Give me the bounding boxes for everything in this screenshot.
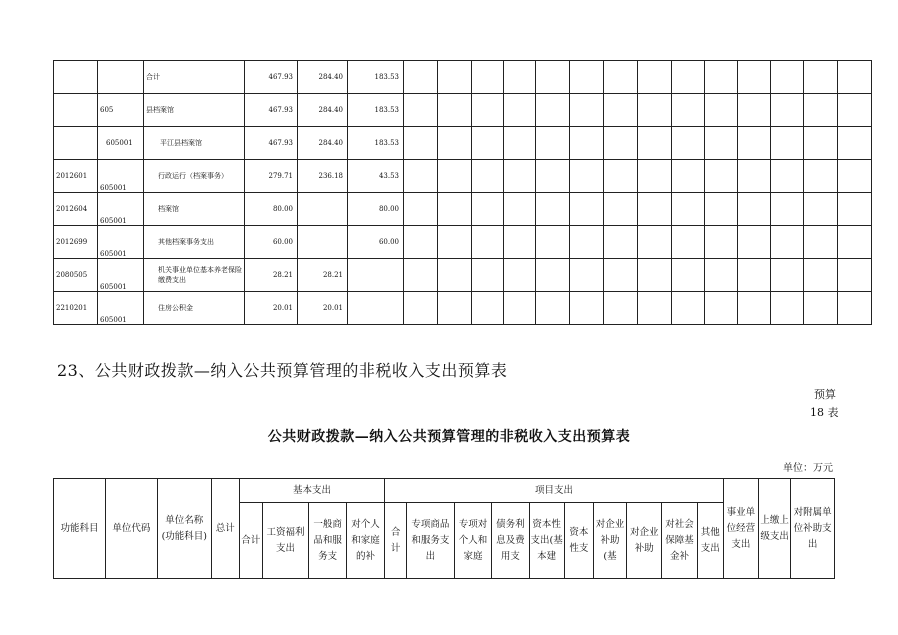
empty-cell: [838, 292, 872, 325]
empty-cell: [705, 127, 738, 160]
name-cell: [144, 160, 245, 193]
unit-code-cell: [98, 61, 144, 94]
empty-cell: [705, 292, 738, 325]
code-cell: [54, 94, 98, 127]
empty-cell: [504, 94, 536, 127]
empty-cell: [672, 226, 705, 259]
empty-cell: [771, 259, 804, 292]
code-cell: [54, 127, 98, 160]
empty-cell: [536, 259, 570, 292]
total-cell: 20.01: [245, 292, 298, 325]
unit-code: 605001: [100, 184, 127, 192]
unit-label: 单位：万元: [783, 463, 833, 474]
empty-cell: [404, 292, 438, 325]
table-row: [54, 61, 872, 94]
total-cell: 60.00: [245, 226, 298, 259]
empty-cell: [438, 226, 472, 259]
table-row: [54, 193, 872, 226]
header-unit-name: 单位名称(功能科目): [157, 479, 211, 579]
empty-cell: [638, 94, 672, 127]
non-tax-budget-header-table: [53, 478, 835, 579]
header-project-col: 对企业补助: [627, 503, 662, 579]
project-cell: [348, 259, 404, 292]
code-cell: [54, 292, 98, 325]
code-cell: [54, 226, 98, 259]
header-project-col: 专项对个人和家庭: [454, 503, 491, 579]
unit-code: 605001: [100, 250, 127, 258]
project-cell: 60.00: [348, 226, 404, 259]
header-project-col: 资本性支出(基本建: [529, 503, 564, 579]
empty-cell: [804, 259, 838, 292]
project-cell: 80.00: [348, 193, 404, 226]
empty-cell: [570, 292, 604, 325]
project-cell: 183.53: [348, 61, 404, 94]
empty-cell: [638, 193, 672, 226]
empty-cell: [472, 61, 504, 94]
empty-cell: [804, 193, 838, 226]
empty-cell: [672, 61, 705, 94]
header-project-col: 债务利息及费用支: [492, 503, 529, 579]
empty-cell: [804, 160, 838, 193]
empty-cell: [604, 127, 638, 160]
empty-cell: [438, 193, 472, 226]
section-title: 23、公共财政拨款—纳入公共预算管理的非税收入支出预算表: [57, 361, 508, 380]
empty-cell: [638, 160, 672, 193]
empty-cell: [638, 292, 672, 325]
budget-detail-table: [53, 60, 872, 325]
empty-cell: [771, 193, 804, 226]
header-biz-expense: 事业单位经营支出: [723, 479, 758, 579]
empty-cell: [536, 193, 570, 226]
header-project-col: 对企业补助(基: [593, 503, 626, 579]
empty-cell: [638, 259, 672, 292]
item-name: 档案馆: [158, 205, 179, 213]
unit-code-cell: [98, 259, 144, 292]
name-cell: 合计: [144, 61, 245, 94]
project-cell: 183.53: [348, 94, 404, 127]
code-cell: [54, 61, 98, 94]
empty-cell: [536, 292, 570, 325]
empty-cell: [638, 127, 672, 160]
empty-cell: [404, 61, 438, 94]
empty-cell: [672, 127, 705, 160]
empty-cell: [838, 226, 872, 259]
func-code: 2080505: [56, 271, 88, 279]
empty-cell: [672, 259, 705, 292]
unit-code-cell: [98, 292, 144, 325]
empty-cell: [472, 193, 504, 226]
total-cell: 467.93: [245, 127, 298, 160]
header-func-code: 功能科目: [54, 479, 106, 579]
empty-cell: [536, 94, 570, 127]
empty-cell: [672, 292, 705, 325]
header-unit-code: 单位代码: [105, 479, 157, 579]
empty-cell: [570, 193, 604, 226]
table-row: [54, 160, 872, 193]
total-cell: 279.71: [245, 160, 298, 193]
empty-cell: [771, 292, 804, 325]
empty-cell: [672, 160, 705, 193]
header-project-col: 资本性支: [564, 503, 593, 579]
empty-cell: [705, 61, 738, 94]
empty-cell: [472, 94, 504, 127]
empty-cell: [738, 193, 771, 226]
unit-code: 605001: [100, 316, 127, 324]
basic-cell: 236.18: [298, 160, 348, 193]
empty-cell: [404, 193, 438, 226]
func-code: 2210201: [56, 304, 88, 312]
empty-cell: [672, 193, 705, 226]
empty-cell: [570, 160, 604, 193]
unit-code: 605001: [100, 283, 127, 291]
empty-cell: [570, 259, 604, 292]
empty-cell: [504, 259, 536, 292]
empty-cell: [804, 292, 838, 325]
empty-cell: [472, 160, 504, 193]
code-cell: [54, 259, 98, 292]
empty-cell: [536, 61, 570, 94]
func-code: 2012699: [56, 238, 88, 246]
table-row: [54, 292, 872, 325]
empty-cell: [604, 193, 638, 226]
empty-cell: [604, 160, 638, 193]
empty-cell: [570, 127, 604, 160]
empty-cell: [438, 94, 472, 127]
header-basic-col: 合计: [239, 503, 262, 579]
empty-cell: [638, 226, 672, 259]
empty-cell: [804, 61, 838, 94]
total-cell: 467.93: [245, 61, 298, 94]
code-cell: [54, 160, 98, 193]
empty-cell: [771, 226, 804, 259]
empty-cell: [536, 127, 570, 160]
func-code: 2012604: [56, 205, 88, 213]
basic-cell: 28.21: [298, 259, 348, 292]
header-upper-pay: 上缴上级支出: [759, 479, 791, 579]
empty-cell: [771, 127, 804, 160]
empty-cell: [536, 160, 570, 193]
empty-cell: [771, 61, 804, 94]
table-row: [54, 94, 872, 127]
empty-cell: [570, 61, 604, 94]
empty-cell: [438, 292, 472, 325]
empty-cell: [504, 160, 536, 193]
empty-cell: [404, 127, 438, 160]
empty-cell: [504, 61, 536, 94]
empty-cell: [838, 193, 872, 226]
func-code: 2012601: [56, 172, 88, 180]
empty-cell: [472, 292, 504, 325]
empty-cell: [738, 127, 771, 160]
empty-cell: [404, 259, 438, 292]
empty-cell: [504, 226, 536, 259]
empty-cell: [472, 226, 504, 259]
table-row: [54, 259, 872, 292]
empty-cell: [404, 160, 438, 193]
empty-cell: [804, 127, 838, 160]
header-total: 总计: [211, 479, 239, 579]
empty-cell: [504, 127, 536, 160]
empty-cell: [638, 61, 672, 94]
name-cell: [144, 292, 245, 325]
header-project-col: 专项商品和服务支出: [407, 503, 455, 579]
empty-cell: [604, 61, 638, 94]
empty-cell: [804, 94, 838, 127]
empty-cell: [705, 226, 738, 259]
empty-cell: [672, 94, 705, 127]
empty-cell: [438, 127, 472, 160]
table-row: [54, 127, 872, 160]
name-cell: [144, 193, 245, 226]
empty-cell: [838, 127, 872, 160]
header-basic-col: 一般商品和服务支: [309, 503, 346, 579]
basic-cell: 284.40: [298, 94, 348, 127]
empty-cell: [838, 160, 872, 193]
header-basic-col: 工资福利支出: [262, 503, 309, 579]
item-name: 行政运行（档案事务）: [158, 172, 228, 180]
header-subsidiary: 对附属单位补助支出: [791, 479, 835, 579]
empty-cell: [504, 292, 536, 325]
empty-cell: [604, 226, 638, 259]
empty-cell: [738, 160, 771, 193]
empty-cell: [738, 94, 771, 127]
empty-cell: [404, 94, 438, 127]
empty-cell: [604, 259, 638, 292]
header-project-group: 项目支出: [385, 479, 724, 503]
empty-cell: [738, 259, 771, 292]
basic-cell: [298, 193, 348, 226]
form-number-line1: 预算: [814, 388, 836, 401]
header-project-col: 其他支出: [697, 503, 723, 579]
empty-cell: [838, 61, 872, 94]
unit-code-cell: 605: [98, 94, 144, 127]
header-basic-col: 对个人和家庭的补: [346, 503, 384, 579]
empty-cell: [472, 259, 504, 292]
basic-cell: 284.40: [298, 61, 348, 94]
unit-code-cell: 605001: [98, 127, 144, 160]
empty-cell: [438, 61, 472, 94]
code-cell: [54, 193, 98, 226]
total-cell: 28.21: [245, 259, 298, 292]
basic-cell: [298, 226, 348, 259]
total-cell: 467.93: [245, 94, 298, 127]
empty-cell: [738, 226, 771, 259]
unit-code: 605001: [100, 217, 127, 225]
empty-cell: [604, 94, 638, 127]
item-name: 其他档案事务支出: [158, 238, 214, 246]
project-cell: 43.53: [348, 160, 404, 193]
unit-code-cell: [98, 193, 144, 226]
basic-cell: 284.40: [298, 127, 348, 160]
empty-cell: [504, 193, 536, 226]
header-project-col: 对社会保障基金补: [662, 503, 697, 579]
basic-cell: 20.01: [298, 292, 348, 325]
header-project-col: 合计: [385, 503, 407, 579]
total-cell: 80.00: [245, 193, 298, 226]
name-cell: [144, 226, 245, 259]
empty-cell: [705, 94, 738, 127]
header-basic-group: 基本支出: [239, 479, 384, 503]
name-cell: [144, 259, 245, 292]
form-number-line2: 18 表: [810, 406, 839, 419]
empty-cell: [738, 61, 771, 94]
item-name: 住房公积金: [158, 304, 193, 312]
name-cell: 县档案馆: [144, 94, 245, 127]
empty-cell: [738, 292, 771, 325]
name-cell: 平江县档案馆: [144, 127, 245, 160]
empty-cell: [472, 127, 504, 160]
unit-code-cell: [98, 160, 144, 193]
empty-cell: [705, 160, 738, 193]
project-cell: [348, 292, 404, 325]
empty-cell: [604, 292, 638, 325]
empty-cell: [838, 94, 872, 127]
table-row: [54, 226, 872, 259]
empty-cell: [438, 160, 472, 193]
empty-cell: [804, 226, 838, 259]
empty-cell: [705, 193, 738, 226]
empty-cell: [771, 94, 804, 127]
empty-cell: [705, 259, 738, 292]
empty-cell: [771, 160, 804, 193]
project-cell: 183.53: [348, 127, 404, 160]
item-name: 机关事业单位基本养老保险缴费支出: [158, 266, 242, 284]
empty-cell: [570, 226, 604, 259]
table-title: 公共财政拨款—纳入公共预算管理的非税收入支出预算表: [267, 429, 631, 445]
unit-code-cell: [98, 226, 144, 259]
empty-cell: [404, 226, 438, 259]
empty-cell: [838, 259, 872, 292]
empty-cell: [536, 226, 570, 259]
empty-cell: [570, 94, 604, 127]
empty-cell: [438, 259, 472, 292]
